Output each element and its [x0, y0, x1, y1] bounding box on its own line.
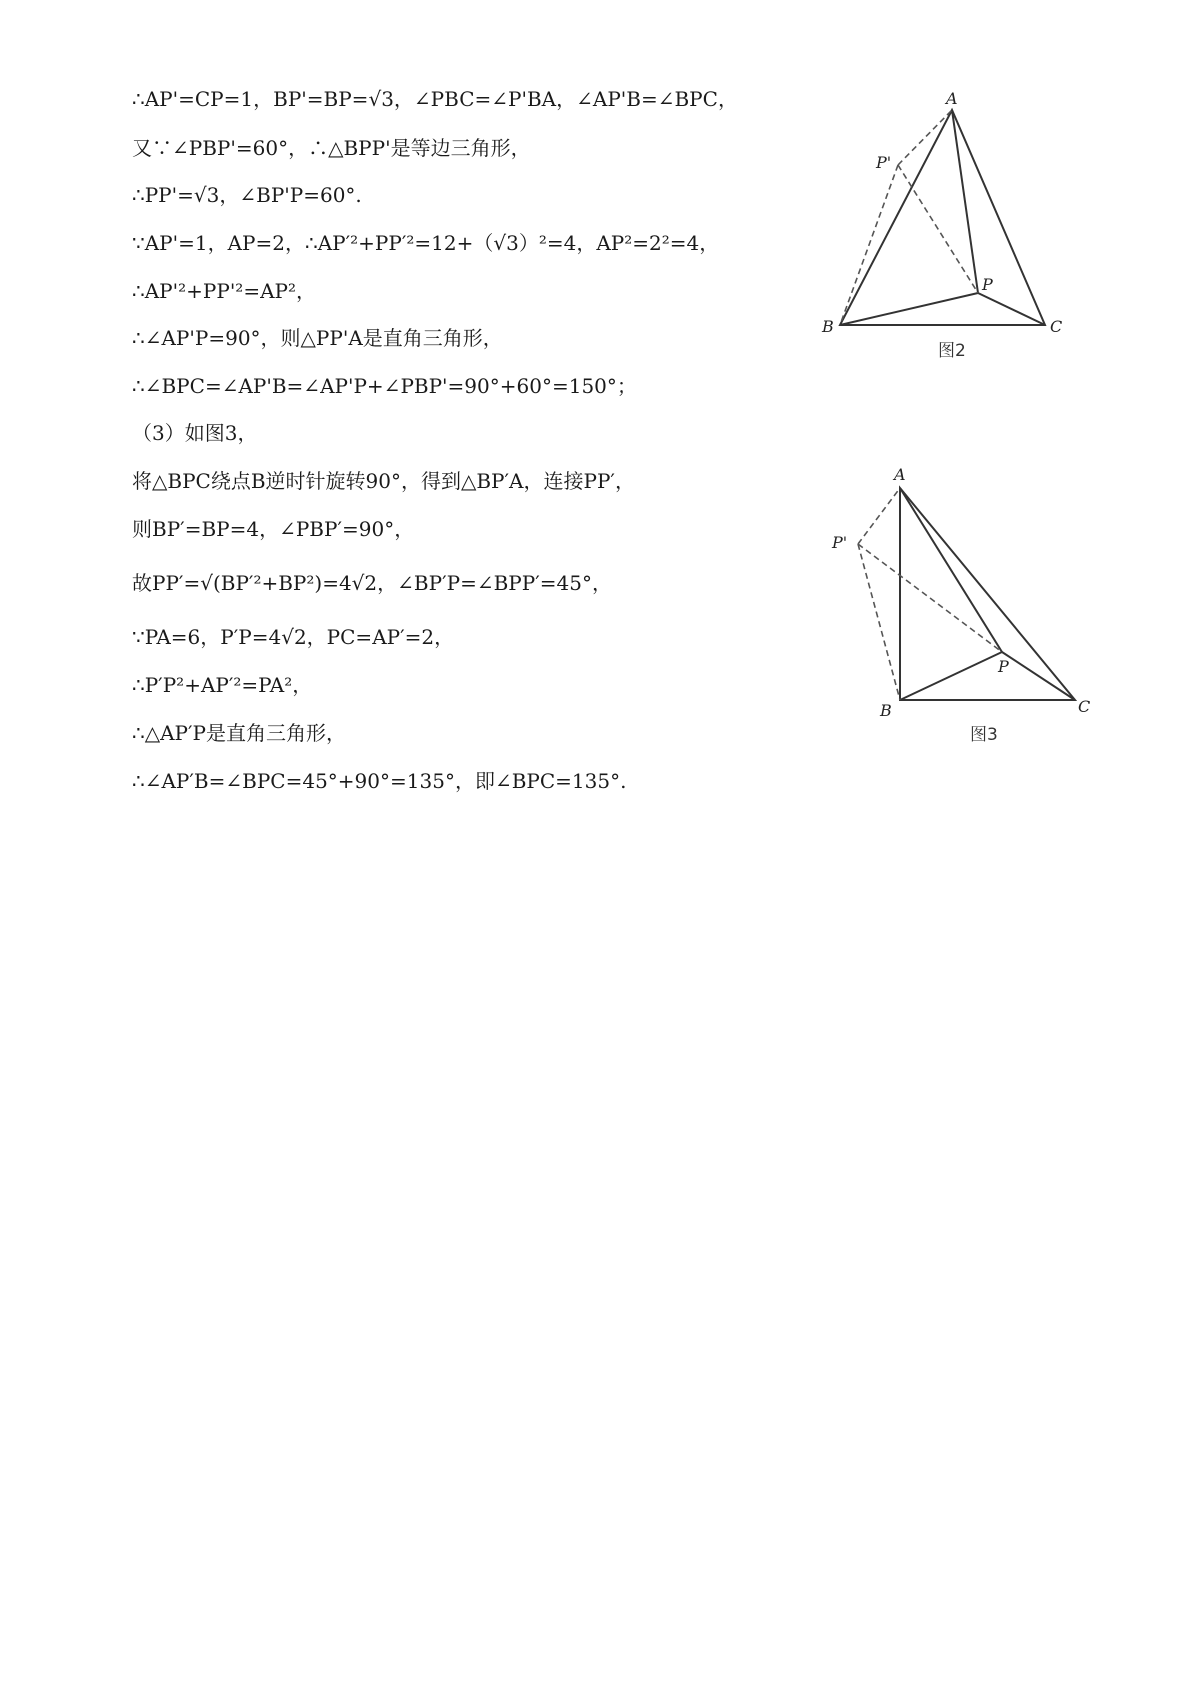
- label-b: B: [880, 701, 892, 720]
- segment-cp: [1002, 652, 1075, 700]
- segment-bp: [840, 293, 978, 325]
- solution-line-4: ∵AP'=1，AP=2，∴AP′²+PP′²=12+（√3）²=4，AP²=2²=4，: [132, 231, 720, 255]
- label-c: C: [1078, 697, 1091, 716]
- triangle-abc: [900, 488, 1075, 700]
- solution-line-14: ∴△AP′P是直角三角形，: [132, 721, 347, 745]
- label-p-prime: P': [876, 153, 892, 172]
- solution-line-5: ∴AP'²+PP'²=AP²，: [132, 279, 317, 303]
- segment-bp-prime: [840, 165, 898, 325]
- solution-line-2: 又∵∠PBP'=60°，∴△BPP'是等边三角形，: [132, 136, 531, 160]
- solution-line-3: ∴PP'=√3，∠BP'P=60°.: [132, 183, 362, 207]
- segment-cp: [978, 293, 1045, 325]
- solution-line-6: ∴∠AP'P=90°，则△PP'A是直角三角形，: [132, 326, 503, 350]
- segment-bp: [900, 652, 1002, 700]
- solution-line-15: ∴∠AP′B=∠BPC=45°+90°=135°，即∠BPC=135°.: [132, 769, 627, 793]
- segment-pp-prime: [858, 544, 1002, 652]
- segment-bp-prime: [858, 544, 900, 700]
- figure-2-caption: 图2: [938, 341, 966, 361]
- segment-pp-prime: [898, 165, 978, 293]
- solution-line-7: ∴∠BPC=∠AP'B=∠AP'P+∠PBP'=90°+60°=150°；: [132, 374, 637, 398]
- triangle-abc: [840, 110, 1045, 325]
- label-p: P: [982, 275, 993, 294]
- label-a: A: [894, 465, 906, 484]
- solution-line-10: 则BP′=BP=4，∠PBP′=90°，: [132, 517, 415, 541]
- solution-line-13: ∴P′P²+AP′²=PA²，: [132, 673, 313, 697]
- figure-2: [820, 80, 1080, 380]
- segment-ap: [900, 488, 1002, 652]
- label-b: B: [822, 317, 834, 336]
- figure-3: [820, 462, 1100, 752]
- solution-line-9: 将△BPC绕点B逆时针旋转90°，得到△BP′A，连接PP′，: [132, 469, 635, 493]
- label-p-prime: P': [832, 533, 848, 552]
- figure-2-diagram: [820, 80, 1080, 380]
- label-a: A: [946, 89, 958, 108]
- figure-3-diagram: [820, 462, 1100, 752]
- label-c: C: [1050, 317, 1063, 336]
- solution-line-12: ∵PA=6，P′P=4√2，PC=AP′=2，: [132, 625, 455, 649]
- figure-3-caption: 图3: [970, 725, 998, 745]
- solution-line-1: ∴AP'=CP=1，BP'=BP=√3，∠PBC=∠P'BA，∠AP'B=∠BPC，: [132, 87, 738, 111]
- label-p: P: [998, 657, 1009, 676]
- segment-ap-prime: [858, 488, 900, 544]
- segment-ap-prime: [898, 110, 952, 165]
- solution-line-8: （3）如图3，: [132, 421, 258, 445]
- solution-line-11: 故PP′=√(BP′²+BP²)=4√2，∠BP′P=∠BPP′=45°，: [132, 571, 612, 595]
- segment-ap: [952, 110, 978, 293]
